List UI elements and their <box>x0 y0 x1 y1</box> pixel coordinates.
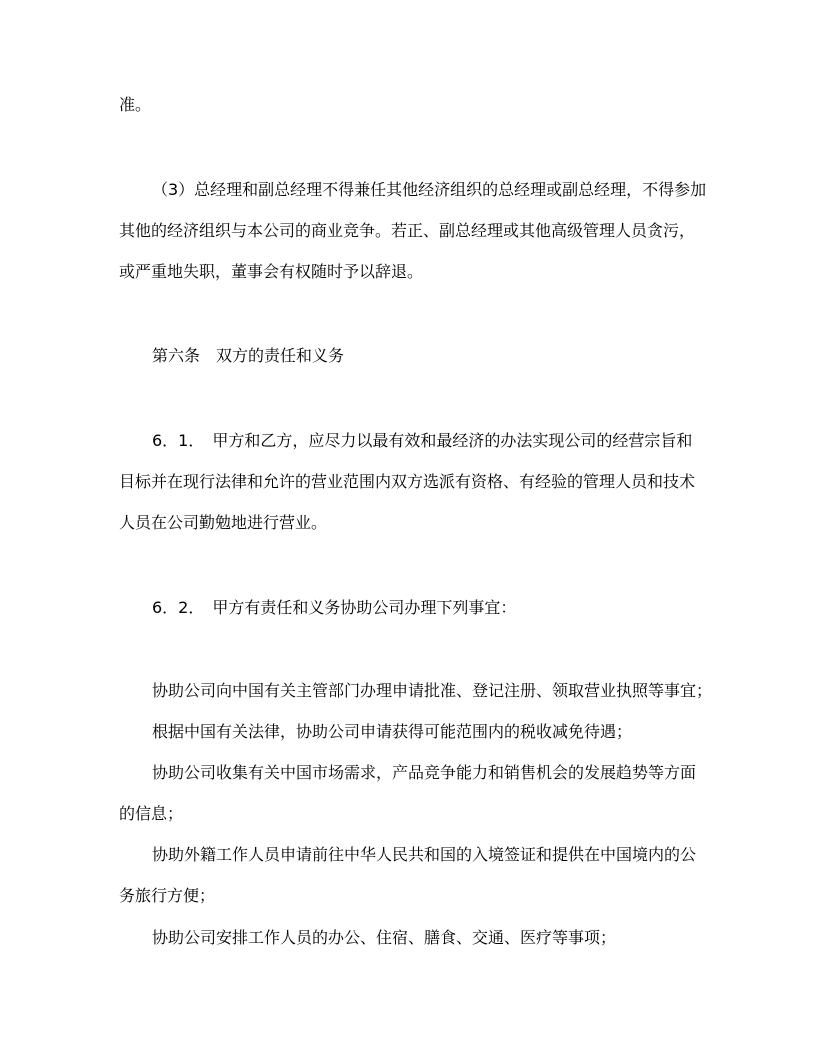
text-line: 其他的经济组织与本公司的商业竞争。若正、副总经理或其他高级管理人员贪污， <box>119 221 696 240</box>
text-line-continuation: 准。 <box>119 95 152 114</box>
text-line-clause-6-1: 6．1． 甲方和乙方，应尽力以最有效和最经济的办法实现公司的经营宗旨和 <box>152 431 693 450</box>
list-item: 根据中国有关法律，协助公司申请获得可能范围内的税收减免待遇； <box>152 722 633 741</box>
list-item: 协助外籍工作人员申请前往中华人民共和国的入境签证和提供在中国境内的公 <box>152 845 697 864</box>
list-item: 协助公司安排工作人员的办公、住宿、膳食、交通、医疗等事项； <box>152 928 617 947</box>
text-line: 目标并在现行法律和允许的营业范围内双方选派有资格、有经验的管理人员和技术 <box>119 472 696 491</box>
text-line-clause-3: （3）总经理和副总经理不得兼任其他经济组织的总经理或副总经理，不得参加 <box>152 180 707 199</box>
text-line-clause-6-2: 6．2． 甲方有责任和义务协助公司办理下列事宜： <box>152 598 517 617</box>
list-item: 协助公司向中国有关主管部门办理申请批准、登记注册、领取营业执照等事宜； <box>152 681 713 700</box>
section-heading-article-6: 第六条 双方的责任和义务 <box>152 346 345 365</box>
text-line: 务旅行方便； <box>119 886 216 905</box>
text-line: 人员在公司勤勉地进行营业。 <box>119 513 328 532</box>
list-item: 协助公司收集有关中国市场需求，产品竞争能力和销售机会的发展趋势等方面 <box>152 763 697 782</box>
text-line: 或严重地失职，董事会有权随时予以辞退。 <box>119 262 424 281</box>
text-line: 的信息； <box>119 804 184 823</box>
